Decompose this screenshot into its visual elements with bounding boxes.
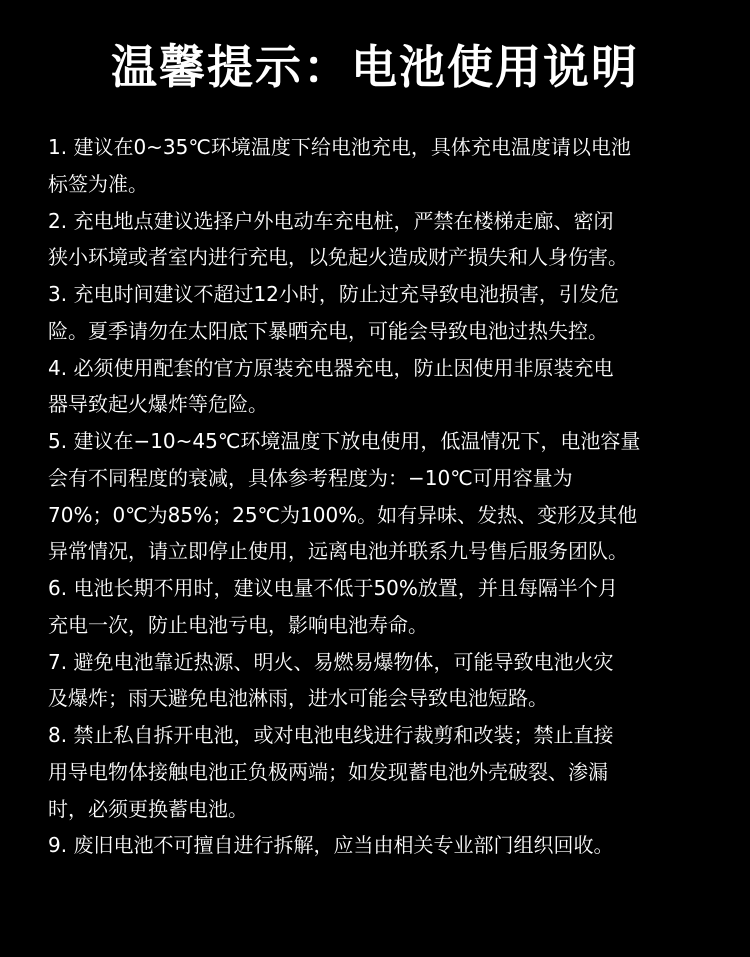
instruction-line: 狭小环境或者室内进行充电，以免起火造成财产损失和人身伤害。 — [48, 245, 628, 270]
instruction-line: 标签为准。 — [48, 171, 148, 196]
instruction-line: 用导电物体接触电池正负极两端；如发现蓄电池外壳破裂、渗漏 — [48, 759, 608, 784]
instruction-line: 9. 废旧电池不可擅自进行拆解，应当由相关专业部门组织回收。 — [48, 833, 614, 858]
instruction-line: 充电一次，防止电池亏电，影响电池寿命。 — [48, 612, 428, 637]
instruction-line: 8. 禁止私自拆开电池，或对电池电线进行裁剪和改装；禁止直接 — [48, 723, 614, 747]
instruction-line: 3. 充电时间建议不超过12小时，防止过充导致电池损害，引发危 — [48, 282, 619, 306]
instruction-line: 5. 建议在−10~45℃环境温度下放电使用，低温情况下，电池容量 — [48, 429, 641, 453]
instructions-body — [48, 129, 720, 864]
instruction-line: 险。夏季请勿在太阳底下暴晒充电，可能会导致电池过热失控。 — [48, 318, 608, 343]
instruction-line: 2. 充电地点建议选择户外电动车充电桩，严禁在楼梯走廊、密闭 — [48, 208, 614, 233]
instruction-line: 6. 电池长期不用时，建议电量不低于50%放置，并且每隔半个月 — [48, 576, 618, 600]
instruction-line: 1. 建议在0~35℃环境温度下给电池充电，具体充电温度请以电池 — [48, 135, 631, 159]
instruction-line: 会有不同程度的衰减，具体参考程度为：−10℃可用容量为 — [48, 465, 573, 490]
instruction-line: 4. 必须使用配套的官方原装充电器充电，防止因使用非原装充电 — [48, 355, 614, 380]
instruction-line: 时，必须更换蓄电池。 — [48, 796, 248, 821]
instruction-line: 及爆炸；雨天避免电池淋雨，进水可能会导致电池短路。 — [48, 686, 548, 711]
page-title: 温馨提示：电池使用说明 — [111, 40, 639, 94]
instruction-line: 70%；0℃为85%；25℃为100%。如有异味、发热、变形及其他 — [48, 502, 638, 527]
instruction-line: 异常情况，请立即停止使用，远离电池并联系九号售后服务团队。 — [48, 539, 628, 564]
instruction-line: 7. 避免电池靠近热源、明火、易燃易爆物体，可能导致电池火灾 — [48, 649, 614, 674]
instruction-line: 器导致起火爆炸等危险。 — [48, 392, 268, 417]
